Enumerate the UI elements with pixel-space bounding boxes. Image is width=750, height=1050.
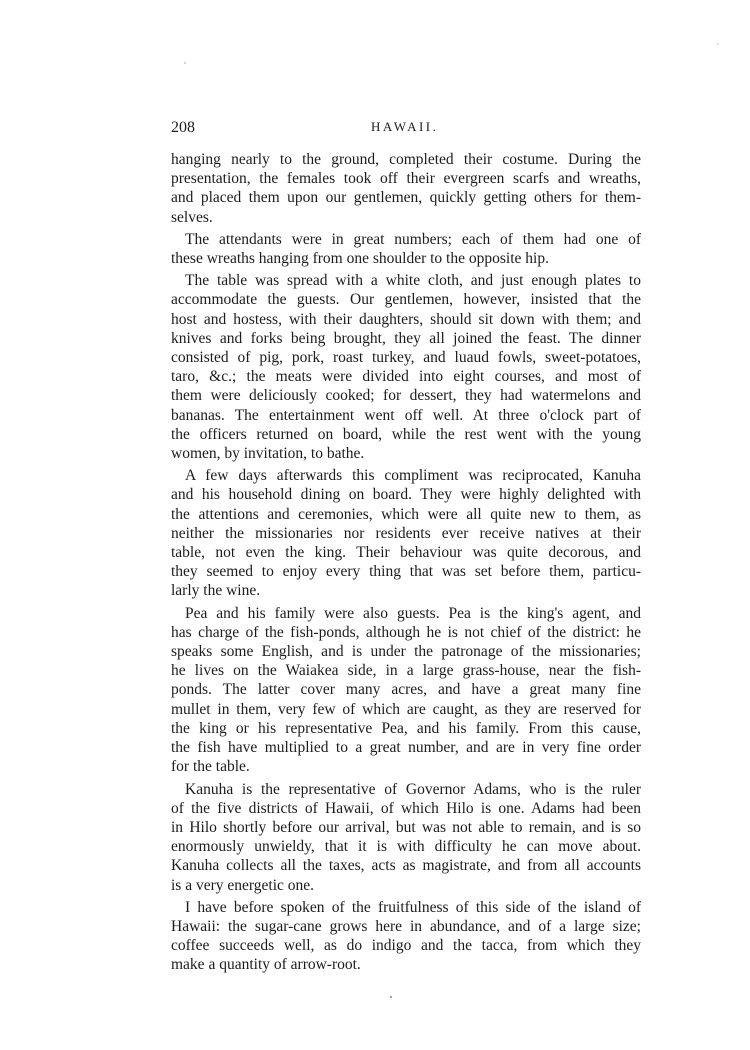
paragraph [171,780,641,895]
text-line: A few days afterwards this compliment was reciprocated, Kanuha [185,467,641,485]
text-line: the king or his representative Pea, and his family. From this cause, [171,719,641,737]
text-line: The attendants were in great numbers; each of them had one of [185,230,641,248]
text-line: neither the missionaries nor residents ever receive natives at their [171,524,641,542]
running-title: HAWAII. [371,119,439,134]
text-line: table, not even the king. Their behaviour was quite decorous, and [171,544,641,562]
paragraph [171,898,641,975]
text-line: Kanuha is the representative of Governor Adams, who is the ruler [185,780,641,798]
text-line: they seemed to enjoy every thing that was set before them, particu- [171,563,641,581]
text-line: taro, &c.; the meats were divided into eight courses, and most of [171,368,641,386]
text-line: Kanuha collects all the taxes, acts as magistrate, and from all accounts [171,857,641,875]
text-line: I have before spoken of the fruitfulness of this side of the island of [185,898,641,916]
text-line: these wreaths hanging from one shoulder to the opposite hip. [171,250,549,268]
paper-speck [717,43,718,44]
text-line: has charge of the fish-ponds, although he is not chief of the district: he [171,623,641,641]
paragraph [171,466,641,600]
page-header [171,119,641,139]
text-line: enormously unwieldy, that it is with difficulty he can move about. [171,838,641,856]
text-line: coffee succeeds well, as do indigo and the tacca, from which they [171,937,641,955]
text-line: the officers returned on board, while the rest went with the young [171,425,641,443]
paper-speck [184,62,186,64]
text-line: presentation, the females took off their evergreen scarfs and wreaths, [171,170,641,188]
text-line: of the five districts of Hawaii, of which Hilo is one. Adams had been [171,799,641,817]
text-line: knives and forks being brought, they all joined the feast. The dinner [171,329,641,347]
text-line: larly the wine. [171,582,261,600]
text-line: make a quantity of arrow-root. [171,956,361,974]
text-line: the fish have multiplied to a great number, and are in very fine order [171,739,641,757]
paragraph [171,271,641,463]
text-line: host and hostess, with their daughters, should sit down with them; and [171,310,641,328]
text-line: for the table. [171,758,250,776]
text-line: the attentions and ceremonies, which were all quite new to them, as [171,505,641,523]
text-line: bananas. The entertainment went off well. At three o'clock part of [171,406,641,424]
paragraph [171,150,641,227]
text-line: hanging nearly to the ground, completed their costume. During the [171,151,641,168]
text-line: The table was spread with a white cloth, and just enough plates to [185,272,641,290]
text-line: is a very energetic one. [171,876,315,894]
text-line: consisted of pig, pork, roast turkey, and luaud fowls, sweet-potatoes, [171,349,641,367]
text-line: and placed them upon our gentlemen, quickly getting others for them- [171,189,641,207]
paragraph [171,230,641,268]
text-line: selves. [171,208,213,226]
text-line: them were deliciously cooked; for dessert, they had watermelons and [171,387,641,405]
body-text [171,150,641,975]
text-line: Pea and his family were also guests. Pea is the king's agent, and [185,604,641,622]
text-line: speaks some English, and is under the patronage of the missionaries; [171,643,641,661]
text-line: ponds. The latter cover many acres, and have a great many fine [171,681,641,699]
text-line: Hawaii: the sugar-cane grows here in abundance, and of a large size; [171,917,641,935]
text-line: mullet in them, very few of which are caught, as they are reserved for [171,700,641,718]
text-line: women, by invitation, to bathe. [171,445,365,463]
text-line: he lives on the Waiakea side, in a large grass-house, near the fish- [171,662,641,680]
paper-speck [390,996,392,998]
text-line: in Hilo shortly before our arrival, but was not able to remain, and is so [171,818,641,836]
paragraph [171,604,641,777]
text-line: and his household dining on board. They were highly delighted with [171,486,641,504]
text-line: accommodate the guests. Our gentlemen, however, insisted that the [171,291,641,309]
page-number: 208 [171,119,195,136]
